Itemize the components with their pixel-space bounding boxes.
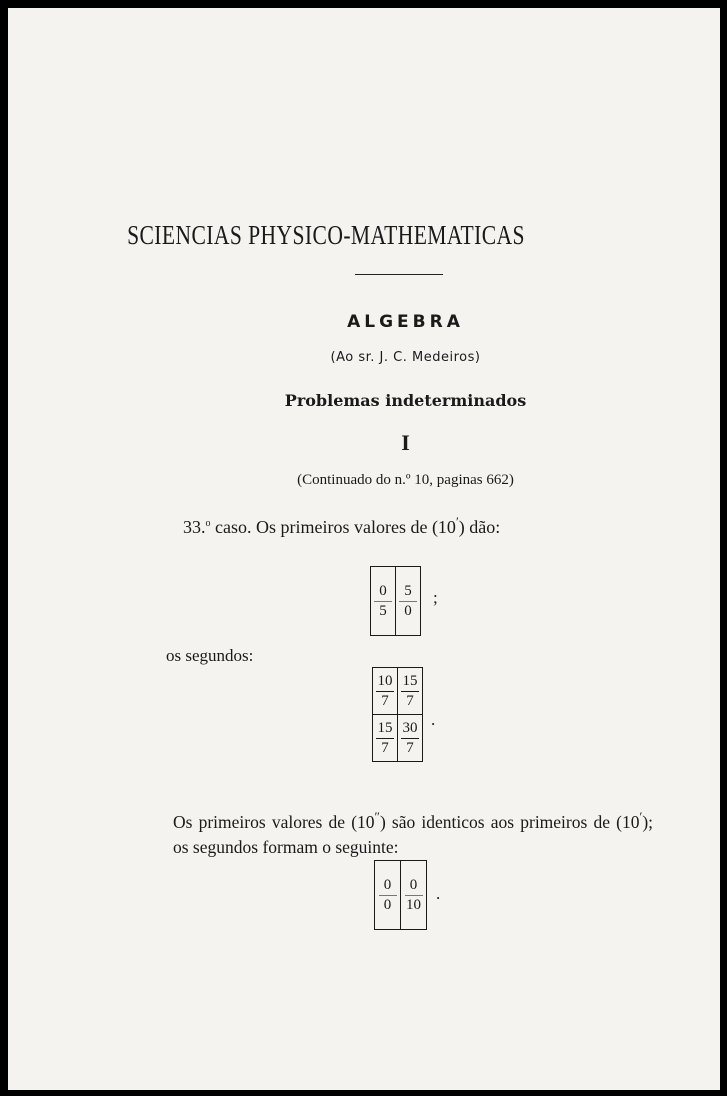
table-cell (398, 668, 423, 715)
table-1-punctuation: ; (433, 588, 438, 607)
part-number: I (401, 430, 410, 455)
subtitle: Problemas indeterminados (284, 391, 527, 410)
case-number: 33. (183, 517, 206, 537)
fraction-denominator: 7 (406, 692, 414, 709)
table-cell (373, 668, 398, 715)
page (8, 8, 720, 1090)
cell-top: 0 (383, 876, 392, 893)
table-cell (373, 715, 398, 762)
paragraph-text: Os primeiros valores de (10 (173, 811, 375, 832)
continuation-note: (Continuado do n.º 10, paginas 662) (297, 472, 514, 488)
paragraph-text: ); os segundos formam o seguinte: (173, 811, 654, 857)
fraction-numerator: 30 (402, 719, 418, 736)
paragraph-text: ) são identicos aos primeiros de (10 (379, 811, 640, 832)
prime-mark: ′ (639, 809, 643, 824)
cell-top: 0 (409, 876, 418, 893)
fraction-numerator: 15 (377, 719, 393, 736)
values-table-2 (372, 667, 423, 762)
values-table-3 (374, 860, 427, 930)
fraction-numerator: 10 (377, 672, 393, 689)
page-title: SCIENCIAS PHYSICO-MATHEMATICAS (127, 220, 525, 250)
fraction-denominator: 7 (381, 739, 389, 756)
values-table-1 (370, 566, 421, 636)
double-prime-mark: ″ (374, 809, 380, 824)
cell-bottom: 0 (404, 602, 412, 619)
prime-mark: ′ (455, 514, 459, 529)
table-cell (396, 567, 421, 636)
table-cell (398, 715, 423, 762)
cell-top: 0 (379, 582, 387, 599)
section-heading: ALGEBRA (347, 312, 464, 332)
table-cell (401, 861, 427, 930)
paragraph-identical-values (173, 804, 653, 860)
dedication: (Ao sr. J. C. Medeiros) (330, 350, 481, 365)
paragraph-text: caso. Os primeiros valores de (10 (210, 517, 456, 537)
table-2-punctuation: . (431, 710, 436, 729)
degree-mark: o (205, 518, 211, 529)
cell-bottom: 10 (406, 896, 421, 913)
fraction-denominator: 7 (406, 739, 414, 756)
cell-bottom: 5 (379, 602, 387, 619)
fraction-numerator: 15 (402, 672, 418, 689)
paragraph-text: ) dão: (458, 517, 501, 537)
cell-top: 5 (404, 582, 412, 599)
paragraph-case-33 (183, 514, 500, 538)
paragraph-second-values: os segundos: (166, 646, 254, 665)
title-rule (355, 274, 443, 275)
cell-bottom: 0 (383, 896, 392, 913)
table-cell (371, 567, 396, 636)
fraction-denominator: 7 (381, 692, 389, 709)
table-3-punctuation: . (436, 884, 441, 903)
table-cell (375, 861, 401, 930)
